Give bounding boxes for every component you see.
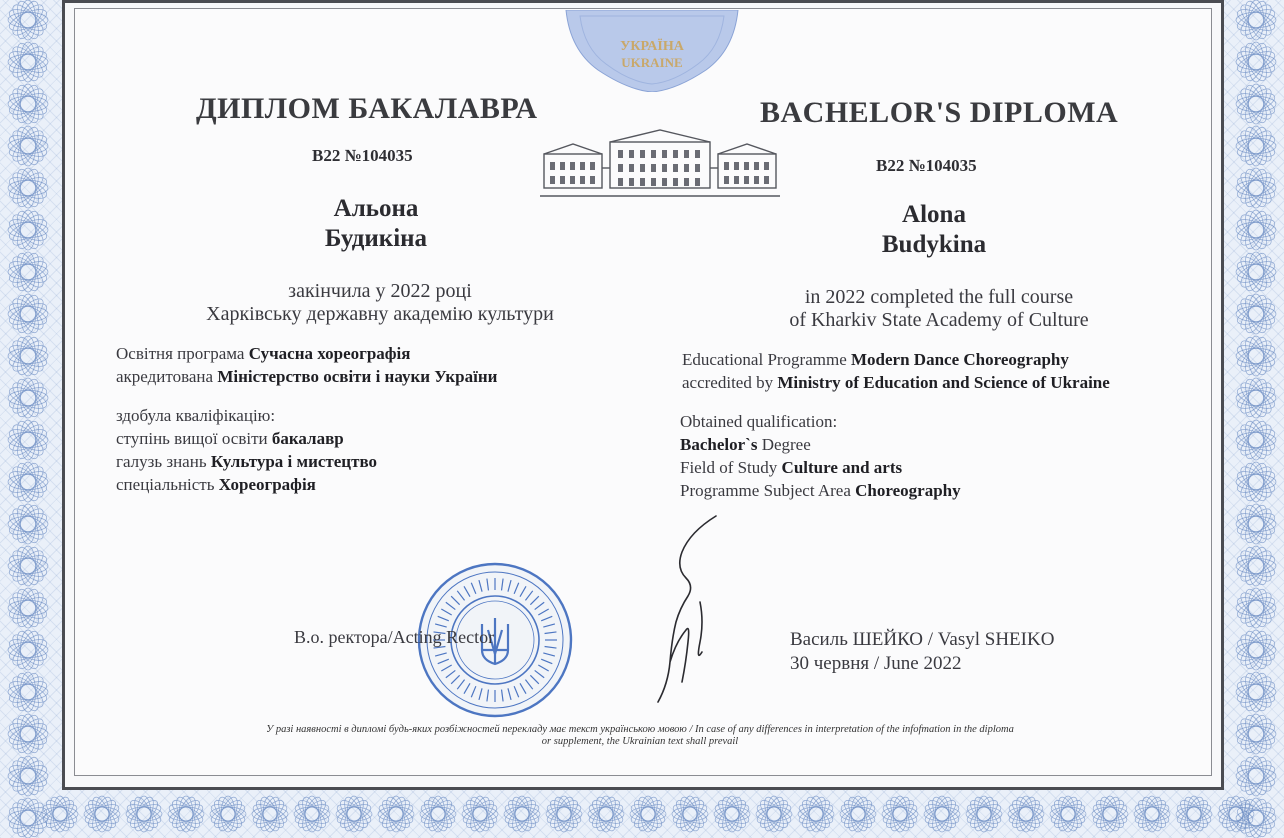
- badge-line-ua: УКРАЇНА: [620, 39, 684, 54]
- degree-ua-line: [116, 427, 576, 450]
- qualification-ua-heading: здобула кваліфікацію:: [116, 406, 276, 425]
- badge-line-en: UKRAINE: [621, 55, 683, 70]
- footer-note-line2: or supplement, the Ukrainian text shall prevail: [541, 736, 739, 747]
- programme-en-value: Modern Dance Choreography: [851, 350, 1069, 369]
- accreditation-ua-label: акредитована: [116, 367, 218, 386]
- subject-area-en-line: [680, 479, 1200, 502]
- holder-name-en: [814, 200, 1054, 260]
- degree-en-label: Degree: [757, 435, 811, 454]
- signatory-role: В.о. ректора/Acting Rector: [294, 627, 495, 647]
- completion-en-line1: in 2022 completed the full course: [804, 286, 1074, 308]
- ukraine-badge-icon: [556, 10, 748, 92]
- accreditation-en-value: Ministry of Education and Science of Ukraine: [777, 373, 1110, 392]
- field-ua-value: Культура і мистецтво: [210, 452, 378, 471]
- programme-en: [682, 348, 1202, 394]
- diploma-number-en: B22 №104035: [876, 156, 977, 175]
- speciality-ua-value: Хореографія: [218, 475, 316, 494]
- holder-last-name-en: Budykina: [881, 231, 987, 258]
- holder-name-ua: [256, 194, 496, 254]
- programme-en-label: Educational Programme: [682, 350, 852, 369]
- accreditation-en-label: accredited by: [682, 373, 778, 392]
- field-en-label: Field of Study: [680, 458, 782, 477]
- qualification-en-heading: Obtained qualification:: [680, 412, 838, 431]
- accreditation-ua-value: Міністерство освіти і науки України: [217, 367, 498, 386]
- rector-signature: [630, 512, 750, 712]
- footer-note-line1: У разі наявності в дипломі будь-яких розбіжностей перекладу має текст українською мовою / In case of any differences in interpretation of the infofmation in the diploma: [266, 724, 1014, 735]
- degree-en-line: [680, 433, 1200, 456]
- accreditation-ua-line: [116, 365, 576, 388]
- subject-area-en-label: Programme Subject Area: [680, 481, 856, 500]
- programme-en-line: [682, 348, 1202, 371]
- degree-ua-label: ступінь вищої освіти: [116, 429, 272, 448]
- programme-ua: [116, 342, 576, 388]
- field-ua-label: галузь знань: [116, 452, 211, 471]
- degree-en-value: Bachelor`s: [680, 435, 758, 454]
- accreditation-en-line: [682, 371, 1202, 394]
- holder-first-name-en: Alona: [902, 201, 966, 228]
- qualification-en: [680, 410, 1200, 502]
- holder-last-name-ua: Будикіна: [324, 225, 428, 252]
- programme-ua-label: Освітня програма: [116, 344, 249, 363]
- field-en-value: Culture and arts: [781, 458, 903, 477]
- holder-first-name-ua: Альона: [333, 195, 419, 222]
- academy-building-icon: [540, 128, 780, 200]
- subject-area-en-value: Choreography: [855, 481, 961, 500]
- programme-ua-value: Сучасна хореографія: [248, 344, 411, 363]
- completion-ua-line2: Харківську державну академію культури: [206, 303, 554, 325]
- field-ua-line: [116, 450, 576, 473]
- completion-ua: [160, 280, 600, 326]
- programme-ua-line: [116, 342, 576, 365]
- speciality-ua-line: [116, 473, 576, 496]
- signing-date: 30 червня / June 2022: [790, 653, 962, 674]
- title-ua: ДИПЛОМ БАКАЛАВРА: [196, 92, 538, 125]
- diploma-number-ua: B22 №104035: [312, 146, 413, 165]
- degree-ua-value: бакалавр: [271, 429, 344, 448]
- qualification-ua: [116, 404, 576, 496]
- footer-note: [120, 724, 1160, 748]
- field-en-line: [680, 456, 1200, 479]
- signatory-name: Василь ШЕЙКО / Vasyl SHEIKO: [790, 629, 1055, 650]
- completion-ua-line1: закінчила у 2022 році: [288, 280, 472, 302]
- completion-en: [734, 286, 1144, 332]
- completion-en-line2: of Kharkiv State Academy of Culture: [789, 309, 1089, 331]
- title-en: BACHELOR'S DIPLOMA: [760, 96, 1119, 129]
- speciality-ua-label: спеціальність: [116, 475, 219, 494]
